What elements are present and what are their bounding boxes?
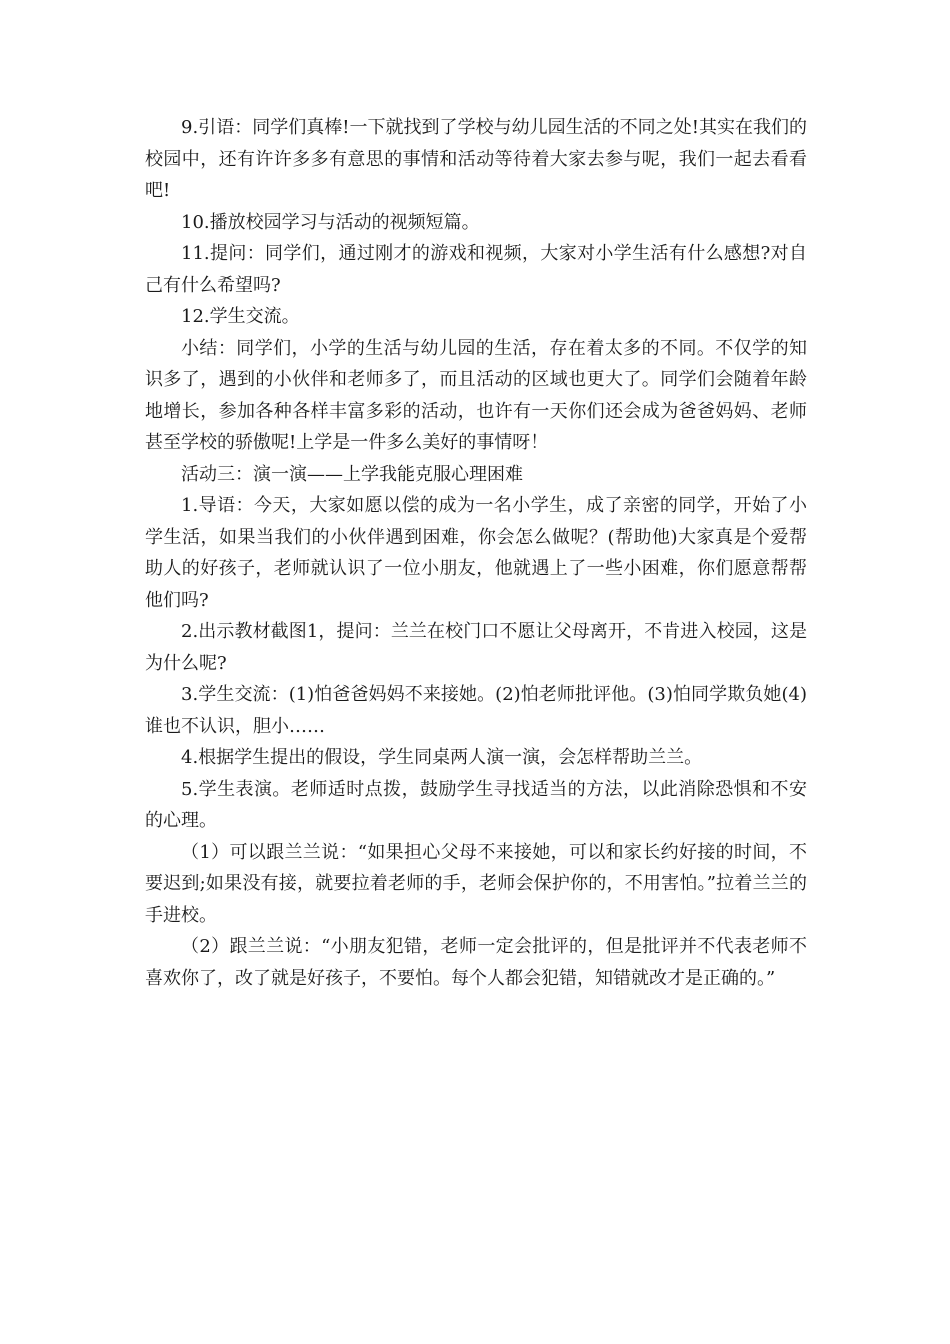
paragraph-1-intro: 1.导语：今天，大家如愿以偿的成为一名小学生，成了亲密的同学，开始了小学生活，如果当我们的小伙伴遇到困难，你会怎么做呢？(帮助他)大家真是个爱帮助人的好孩子，老师就认识了一位小朋友，他就遇上了一些小困难，你们愿意帮帮他们吗? [145,495,807,611]
paragraph-summary: 小结：同学们，小学的生活与幼儿园的生活，存在着太多的不同。不仅学的知识多了，遇到的小伙伴和老师多了，而且活动的区域也更大了。同学们会随着年龄地增长，参加各种各样丰富多彩的活动，也许有一天你们还会成为爸爸妈妈、老师甚至学校的骄傲呢!上学是一件多么美好的事情呀！ [145,337,807,453]
paragraph-9-guide: 9.引语：同学们真棒!一下就找到了学校与幼儿园生活的不同之处!其实在我们的校园中，还有许许多多有意思的事情和活动等待着大家去参与呢，我们一起去看看吧! [145,117,807,201]
document-page [145,112,807,994]
paragraph-10-video: 10.播放校园学习与活动的视频短篇。 [181,211,480,233]
paragraph-2-show-image: 2.出示教材截图1，提问：兰兰在校门口不愿让父母离开，不肯进入校园，这是为什么呢? [145,621,807,674]
activity-three-heading: 活动三：演一演——上学我能克服心理困难 [181,463,523,485]
paragraph-5-performance: 5.学生表演。老师适时点拨，鼓励学生寻找适当的方法，以此消除恐惧和不安的心理。 [145,778,807,831]
paragraph-11-question: 11.提问：同学们，通过刚才的游戏和视频，大家对小学生活有什么感想?对自己有什么希望吗? [145,243,807,296]
paragraph-12-exchange: 12.学生交流。 [181,306,300,327]
paragraph-sub-2: （2）跟兰兰说：“小朋友犯错，老师一定会批评的，但是批评并不代表老师不喜欢你了，改了就是好孩子，不要怕。每个人都会犯错，知错就改才是正确的。” [145,936,807,989]
paragraph-sub-1: （1）可以跟兰兰说：“如果担心父母不来接她，可以和家长约好接的时间，不要迟到;如果没有接，就要拉着老师的手，老师会保护你的，不用害怕。”拉着兰兰的手进校。 [145,841,807,926]
paragraph-4-role-play: 4.根据学生提出的假设，学生同桌两人演一演，会怎样帮助兰兰。 [181,747,703,768]
paragraph-3-student-exchange: 3.学生交流：(1)怕爸爸妈妈不来接她。(2)怕老师批评他。(3)怕同学欺负她(4)谁也不认识，胆小…… [145,684,807,737]
